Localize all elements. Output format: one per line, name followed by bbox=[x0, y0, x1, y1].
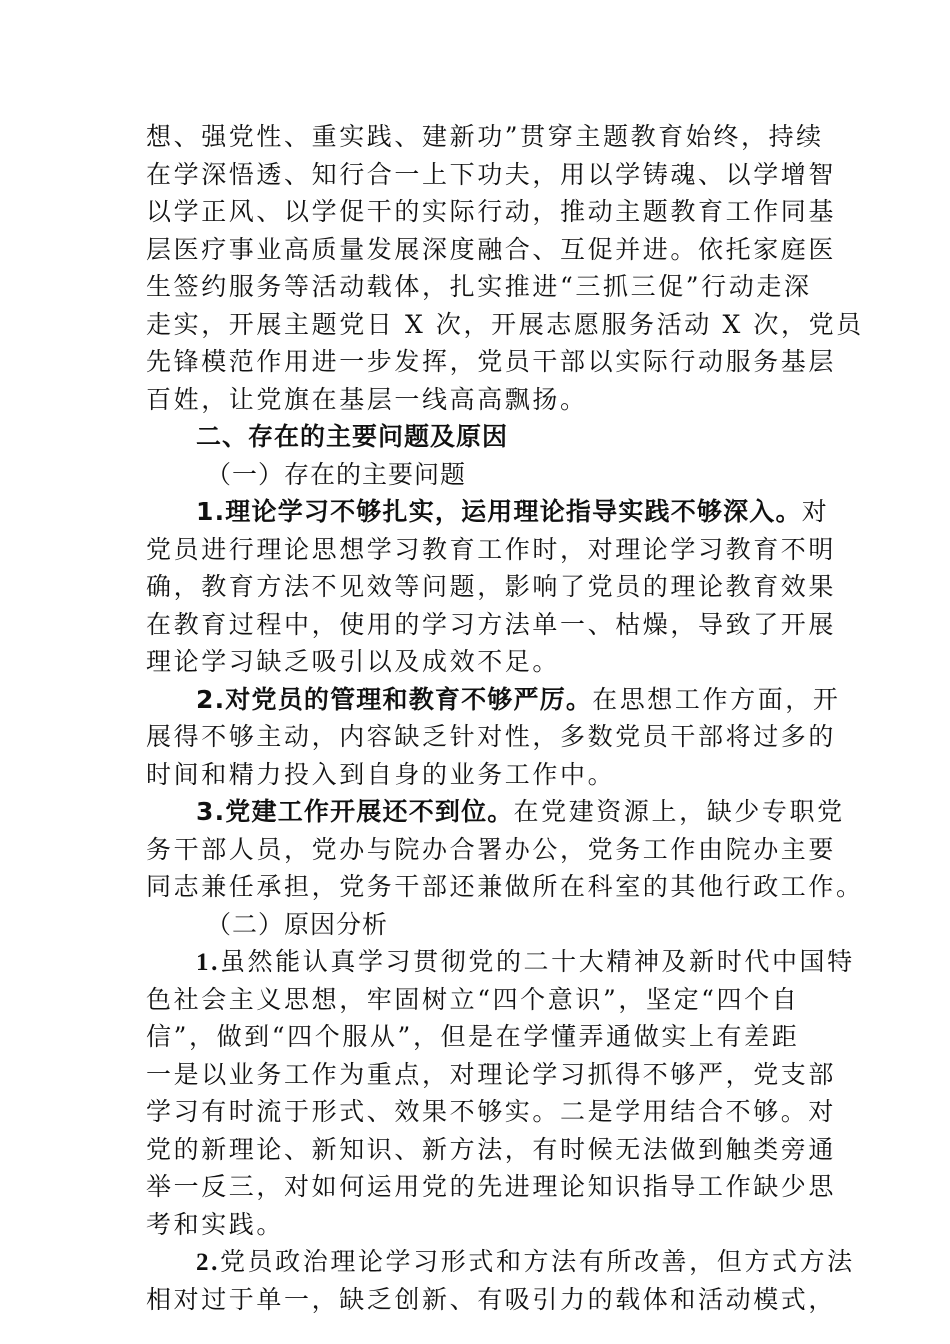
paragraph-line: 信”，做到“四个服从”，但是在学懂弄通做实上有差距 bbox=[146, 1022, 800, 1051]
problem-3-first-line bbox=[146, 793, 845, 831]
paragraph-line: 层医疗事业高质量发展深度融合、互促并进。依托家庭医 bbox=[146, 234, 837, 264]
cause-1-first-line bbox=[146, 943, 855, 981]
problem-1-title: 1.理论学习不够扎实，运用理论指导实践不够深入。 bbox=[196, 497, 802, 526]
problem-3-text: 在党建资源上，缺少专职党 bbox=[513, 797, 845, 826]
paragraph-line: 党的新理论、新知识、新方法，有时候无法做到触类旁通 bbox=[146, 1134, 837, 1164]
paragraph-line: 时间和精力投入到自身的业务工作中。 bbox=[146, 759, 616, 789]
paragraph-line: 务干部人员，党办与院办合署办公，党务工作由院办主要 bbox=[146, 834, 837, 864]
paragraph-line: 举一反三，对如何运用党的先进理论知识指导工作缺少思 bbox=[146, 1172, 837, 1201]
paragraph-line: 以学正风、以学促干的实际行动，推动主题教育工作同基 bbox=[146, 197, 837, 226]
paragraph-line: 一是以业务工作为重点，对理论学习抓得不够严，党支部 bbox=[146, 1059, 837, 1089]
document-body bbox=[146, 118, 864, 1318]
paragraph-line: 在教育过程中，使用的学习方法单一、枯燥，导致了开展 bbox=[146, 609, 837, 639]
problem-2-first-line bbox=[146, 681, 841, 719]
paragraph-line: 确，教育方法不见效等问题，影响了党员的理论教育效果 bbox=[146, 572, 837, 601]
problem-1-first-line bbox=[146, 493, 830, 531]
paragraph-line: 考和实践。 bbox=[146, 1209, 285, 1239]
cause-2-text: 党员政治理论学习形式和方法有所改善，但方式方法 bbox=[219, 1247, 855, 1276]
paragraph-line: 相对过于单一，缺乏创新、有吸引力的载体和活动模式， bbox=[146, 1284, 837, 1314]
problem-3-title: 3.党建工作开展还不到位。 bbox=[196, 797, 514, 826]
paragraph-line: 生签约服务等活动载体，扎实推进“三抓三促”行动走深 bbox=[146, 272, 812, 301]
paragraph-line: 想、强党性、重实践、建新功”贯穿主题教育始终，持续 bbox=[146, 122, 824, 151]
paragraph-line: 党员进行理论思想学习教育工作时，对理论学习教育不明 bbox=[146, 534, 837, 564]
paragraph-line: 走实，开展主题党日 X 次，开展志愿服务活动 X 次，党员 bbox=[146, 309, 864, 339]
subsection-heading: （一）存在的主要问题 bbox=[206, 459, 467, 489]
paragraph-line: 色社会主义思想，牢固树立“四个意识”，坚定“四个自 bbox=[146, 984, 800, 1014]
paragraph-line: 理论学习缺乏吸引以及成效不足。 bbox=[146, 647, 561, 676]
cause-1-text: 虽然能认真学习贯彻党的二十大精神及新时代中国特 bbox=[219, 947, 855, 976]
problem-2-text: 在思想工作方面，开 bbox=[592, 684, 841, 714]
paragraph-line: 百姓，让党旗在基层一线高高飘扬。 bbox=[146, 384, 588, 414]
paragraph-line: 同志兼任承担，党务干部还兼做所在科室的其他行政工作。 bbox=[146, 872, 864, 901]
cause-2-first-line bbox=[146, 1243, 855, 1281]
paragraph-line: 在学深悟透、知行合一上下功夫，用以学铸魂、以学增智 bbox=[146, 159, 837, 189]
cause-2-number: 2. bbox=[196, 1249, 220, 1276]
cause-1-number: 1. bbox=[196, 949, 220, 976]
paragraph-line: 展得不够主动，内容缺乏针对性，多数党员干部将过多的 bbox=[146, 722, 837, 751]
paragraph-line: 学习有时流于形式、效果不够实。二是学用结合不够。对 bbox=[146, 1097, 837, 1126]
problem-2-title: 2.对党员的管理和教育不够严厉。 bbox=[196, 684, 593, 714]
paragraph-line: 先锋模范作用进一步发挥，党员干部以实际行动服务基层 bbox=[146, 347, 837, 376]
section-heading: 二、存在的主要问题及原因 bbox=[196, 422, 509, 451]
problem-1-text: 对 bbox=[801, 497, 830, 526]
subsection-heading: （二）原因分析 bbox=[206, 909, 389, 939]
